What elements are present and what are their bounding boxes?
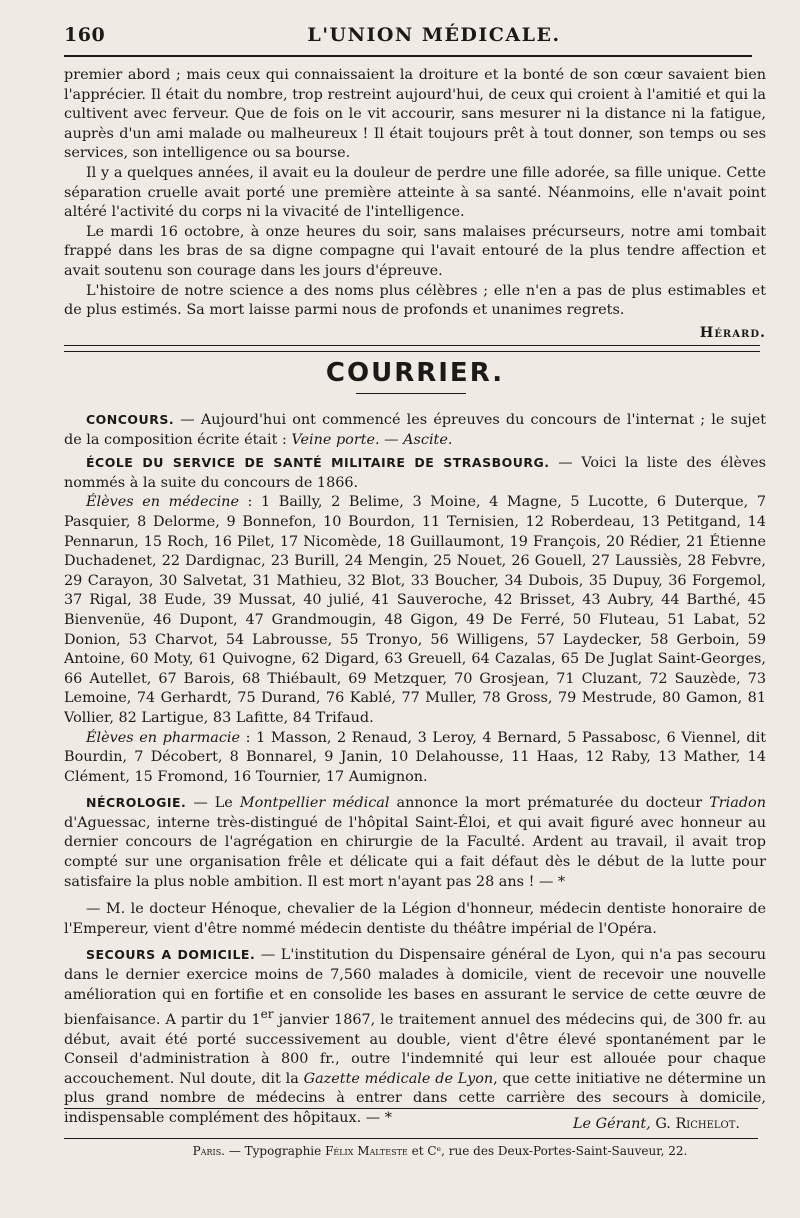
pharmacie-list: : 1 Masson, 2 Renaud, 3 Leroy, 4 Bernard, 5 Passabosc, 6 Viennel, dit Bourdin, 7 Décobert, 8 Bonnarel, 9 Janin, 10 Delahousse, 11 Haas, 12 Raby, 13 Mather, 14 Clément, 15 Fromond, 16 Tournier, 17 Aumignon. — [64, 729, 766, 785]
secours-text-c: , que cette initiative ne détermine un plus grand nombre de médecins à entrer dans cette carrière des secours à domicile, indispensable complément des hôpitaux. — * — [64, 1070, 766, 1126]
title-underline — [356, 393, 466, 394]
footer-text-a: — Typographie — [225, 1144, 326, 1158]
concours-text: — Aujourd'hui ont commencé les épreuves du concours de l'internat ; le sujet de la composition écrite était : — [64, 412, 766, 448]
concours-subject: Veine porte. — Ascite. — [291, 431, 453, 448]
closing-rule — [64, 1108, 758, 1109]
pharmacie-label: Élèves en pharmacie — [86, 729, 240, 746]
footer-printer: Félix Malteste — [325, 1144, 408, 1158]
secours-text-b: janvier 1867, le traitement annuel des médecins qui, de 300 fr. au début, avait été porté successivement au double, vient d'être élevé spontanément par le Conseil d'administration à 800 fr., outre l'indemnité qui leur est allouée pour chaque accouchement. Nul doute, dit la — [64, 1012, 766, 1087]
page-header — [64, 18, 764, 52]
secours-gazette: Gazette médicale de Lyon — [303, 1070, 494, 1087]
necrologie-text-b: annonce la mort prématurée du docteur — [389, 795, 710, 812]
section-title: COURRIER. — [325, 358, 505, 388]
pharmacie-list-paragraph — [64, 729, 766, 788]
obituary-paragraph-1: premier abord ; mais ceux qui connaissaient la droiture et la bonté de son cœur savaient bien l'apprécier. Il était du nombre, trop restreint aujourd'hui, de ceux qui croient à l'amitié et qui la cultivent avec ferveur. Que de fois on le vit accourir, sans mesurer ni la distance ni la fatigue, auprès d'un ami malade ou malheureux ! Il était toujours prêt à tout donner, son temps ou ses services, son intelligence ou sa bourse. — [64, 67, 766, 162]
ecole-label: ÉCOLE DU SERVICE DE SANTÉ MILITAIRE DE STRASBOURG. — [86, 455, 550, 471]
gerant-label: Le Gérant, — [573, 1116, 651, 1132]
obituary-block — [64, 66, 766, 342]
concours-label: CONCOURS. — [86, 412, 175, 427]
footer-text-b: et Cᵉ, rue des Deux-Portes-Saint-Sauveur, 22. — [407, 1144, 688, 1158]
ecole-paragraph — [64, 453, 766, 493]
courrier-block — [64, 410, 766, 1129]
concours-paragraph — [64, 410, 766, 450]
obituary-paragraph-4: L'histoire de notre science a des noms plus célèbres ; elle n'en a pas de plus estimables et de plus estimés. Sa mort laisse parmi nous de profonds et unanimes regrets. — [64, 282, 766, 319]
footer-rule — [64, 1138, 758, 1139]
necrologie-paragraph — [64, 793, 766, 892]
page-number: 160 — [64, 24, 106, 46]
gerant-signature — [573, 1116, 740, 1132]
secours-superscript: er — [260, 1007, 274, 1022]
necrologie-label: NÉCROLOGIE. — [86, 795, 187, 811]
medecine-list: : 1 Bailly, 2 Belime, 3 Moine, 4 Magne, 5 Lucotte, 6 Duterque, 7 Pasquier, 8 Delorme, 9 Bonnefon, 10 Bourdon, 11 Ternisien, 12 Roberdeau, 13 Petitgand, 14 Pennarun, 15 Roch, 16 Pilet, 17 Nicomède, 18 Guillaumont, 19 François, 20 Rédier, 21 Étienne Duchadenet, 22 Dardignac, 23 Burill, 24 Mengin, 25 Nouet, 26 Gouell, 27 Laussiès, 28 Febvre, 29 Carayon, 30 Salvetat, 31 Mathieu, 32 Blot, 33 Boucher, 34 Dubois, 35 Dupuy, 36 Forgemol, 37 Rigal, 38 Eude, 39 Mussat, 40 julié, 41 Sauveroche, 42 Brisset, 43 Aubry, 44 Barthé, 45 Bienvenüe, 46 Dupont, 47 Grandmougin, 48 Gigon, 49 De Ferré, 50 Fluteau, 51 Labat, 52 Donion, 53 Charvot, 54 Labrousse, 55 Tronyo, 56 Willigens, 57 Laydecker, 58 Gerboin, 59 Antoine, 60 Moty, 61 Quivogne, 62 Digard, 63 Greuell, 64 Cazalas, 65 De Juglat Saint-Georges, 66 Autellet, 67 Barois, 68 Thiébault, 69 Metzquer, 70 Grosjean, 71 Cluzant, 72 Sauzède, 73 Lemoine, 74 Gerhardt, 75 Durand, 76 Kablé, 77 Muller, 78 Gross, 79 Mestrude, 80 Gamon, 81 Vollier, 82 Lartigue, 83 Lafitte, 84 Trifaud. — [64, 494, 766, 726]
henoque-paragraph: — M. le docteur Hénoque, chevalier de la Légion d'honneur, médecin dentiste honoraire de l'Empereur, vient d'être nommé médecin dentiste du théâtre impérial de l'Opéra. — [64, 901, 766, 937]
printer-footer — [120, 1144, 760, 1158]
obituary-paragraph-3: Le mardi 16 octobre, à onze heures du soir, sans malaises précurseurs, notre ami tombait frappé dans les bras de sa digne compagne qui l'avait entouré de la plus tendre affection et avait soutenu son courage dans les jours d'épreuve. — [64, 223, 766, 279]
obituary-paragraph-2: Il y a quelques années, il avait eu la douleur de perdre une fille adorée, sa fille unique. Cette séparation cruelle avait porté une première atteinte à sa santé. Néanmoins, elle n'avait point altéré l'activité du corps ni la vivacité de l'intelligence. — [64, 164, 766, 221]
secours-text-a: — L'institution du Dispensaire général de Lyon, qui n'a pas secouru dans le dernier exercice moins de 7,560 malades à domicile, vient de recevoir une nouvelle amélioration qui en fortifie et en consolide les bases en assurant le service de cette œuvre de bienfaisance. A partir du 1 — [64, 947, 766, 1029]
necrologie-text-a: — Le — [186, 795, 240, 812]
necrologie-doctor: Triadon — [709, 795, 766, 812]
obituary-signature: Hérard. — [699, 323, 766, 341]
necrologie-journal: Montpellier médical — [239, 795, 390, 812]
secours-label: SECOURS A DOMICILE. — [86, 947, 256, 963]
medecine-list-paragraph — [64, 493, 766, 728]
footer-city: Paris. — [192, 1144, 225, 1158]
ecole-text: — Voici la liste des élèves nommés à la suite du concours de 1866. — [64, 455, 766, 491]
section-double-rule — [64, 345, 760, 352]
necrologie-text-c: d'Aguessac, interne très-distingué de l'hôpital Saint-Éloi, et qui avait figuré avec honneur au dernier concours de l'agrégation en chirurgie de la Faculté. Ardent au travail, il avait trop compté sur une organisation frêle et délicate qui a fait défaut dès le début de la lutte pour satisfaire la plus noble ambition. Il est mort n'ayant pas 28 ans ! — * — [64, 814, 766, 890]
running-title: L'UNION MÉDICALE. — [307, 24, 561, 46]
gerant-name: G. Richelot. — [655, 1116, 740, 1132]
secours-paragraph — [64, 945, 766, 1128]
header-rule — [64, 55, 752, 57]
medecine-label: Élèves en médecine — [86, 494, 239, 511]
